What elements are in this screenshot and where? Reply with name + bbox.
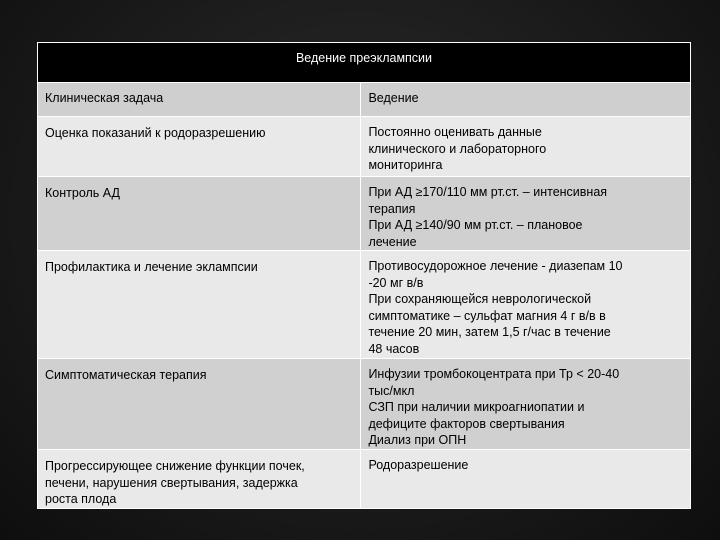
- header-management: Ведение: [361, 83, 691, 117]
- management-line: терапия: [368, 201, 416, 216]
- management-line: тыс/мкл: [368, 383, 415, 398]
- management-line: СЗП при наличии микроагниопатии и: [368, 400, 585, 414]
- table-row: [38, 117, 691, 177]
- management-line: дефиците факторов свертывания: [368, 416, 565, 431]
- management-line: Родоразрешение: [368, 458, 469, 472]
- management-line: 48 часов: [368, 341, 420, 356]
- table-row: [38, 251, 691, 359]
- task-line: Симптоматическая терапия: [45, 368, 207, 382]
- management-line: Диализ при ОПН: [368, 433, 467, 447]
- task-line: Оценка показаний к родоразрешению: [45, 126, 266, 140]
- management-line: клинического и лабораторного: [368, 141, 547, 156]
- task-line: печени, нарушения свертывания, задержка: [45, 475, 298, 490]
- management-cell: [361, 117, 691, 177]
- management-line: -20 мг в/в: [368, 275, 424, 290]
- management-line: При сохраняющейся неврологической: [368, 292, 592, 306]
- task-cell: [38, 177, 361, 251]
- management-cell: [361, 359, 691, 450]
- task-cell: [38, 251, 361, 359]
- management-cell: [361, 177, 691, 251]
- table-row: [38, 177, 691, 251]
- management-line: Противосудорожное лечение - диазепам 10: [368, 259, 623, 273]
- task-line: Профилактика и лечение эклампсии: [45, 260, 258, 274]
- table-title: Ведение преэклампсии: [38, 43, 691, 83]
- table-title-row: [38, 43, 691, 83]
- header-clinical-task: Клиническая задача: [38, 83, 361, 117]
- table-row: [38, 450, 691, 509]
- management-cell: [361, 251, 691, 359]
- management-line: симптоматике – сульфат магния 4 г в/в в: [368, 308, 606, 323]
- management-line: Инфузии тромбокоцентрата при Тр < 20-40: [368, 367, 620, 381]
- management-line: При АД ≥140/90 мм рт.ст. – плановое: [368, 218, 583, 232]
- task-line: Прогрессирующее снижение функции почек,: [45, 459, 305, 473]
- task-line: роста плода: [45, 492, 117, 506]
- management-cell: [361, 450, 691, 509]
- task-cell: [38, 359, 361, 450]
- management-line: течение 20 мин, затем 1,5 г/час в течение: [368, 325, 611, 339]
- table-row: [38, 359, 691, 450]
- task-line: Контроль АД: [45, 186, 120, 200]
- management-line: лечение: [368, 234, 417, 249]
- management-line: мониторинга: [368, 158, 443, 172]
- preeclampsia-table: [37, 42, 691, 509]
- task-cell: [38, 117, 361, 177]
- table-header-row: [38, 83, 691, 117]
- management-line: Постоянно оценивать данные: [368, 125, 542, 139]
- task-cell: [38, 450, 361, 509]
- management-line: При АД ≥170/110 мм рт.ст. – интенсивная: [368, 185, 608, 199]
